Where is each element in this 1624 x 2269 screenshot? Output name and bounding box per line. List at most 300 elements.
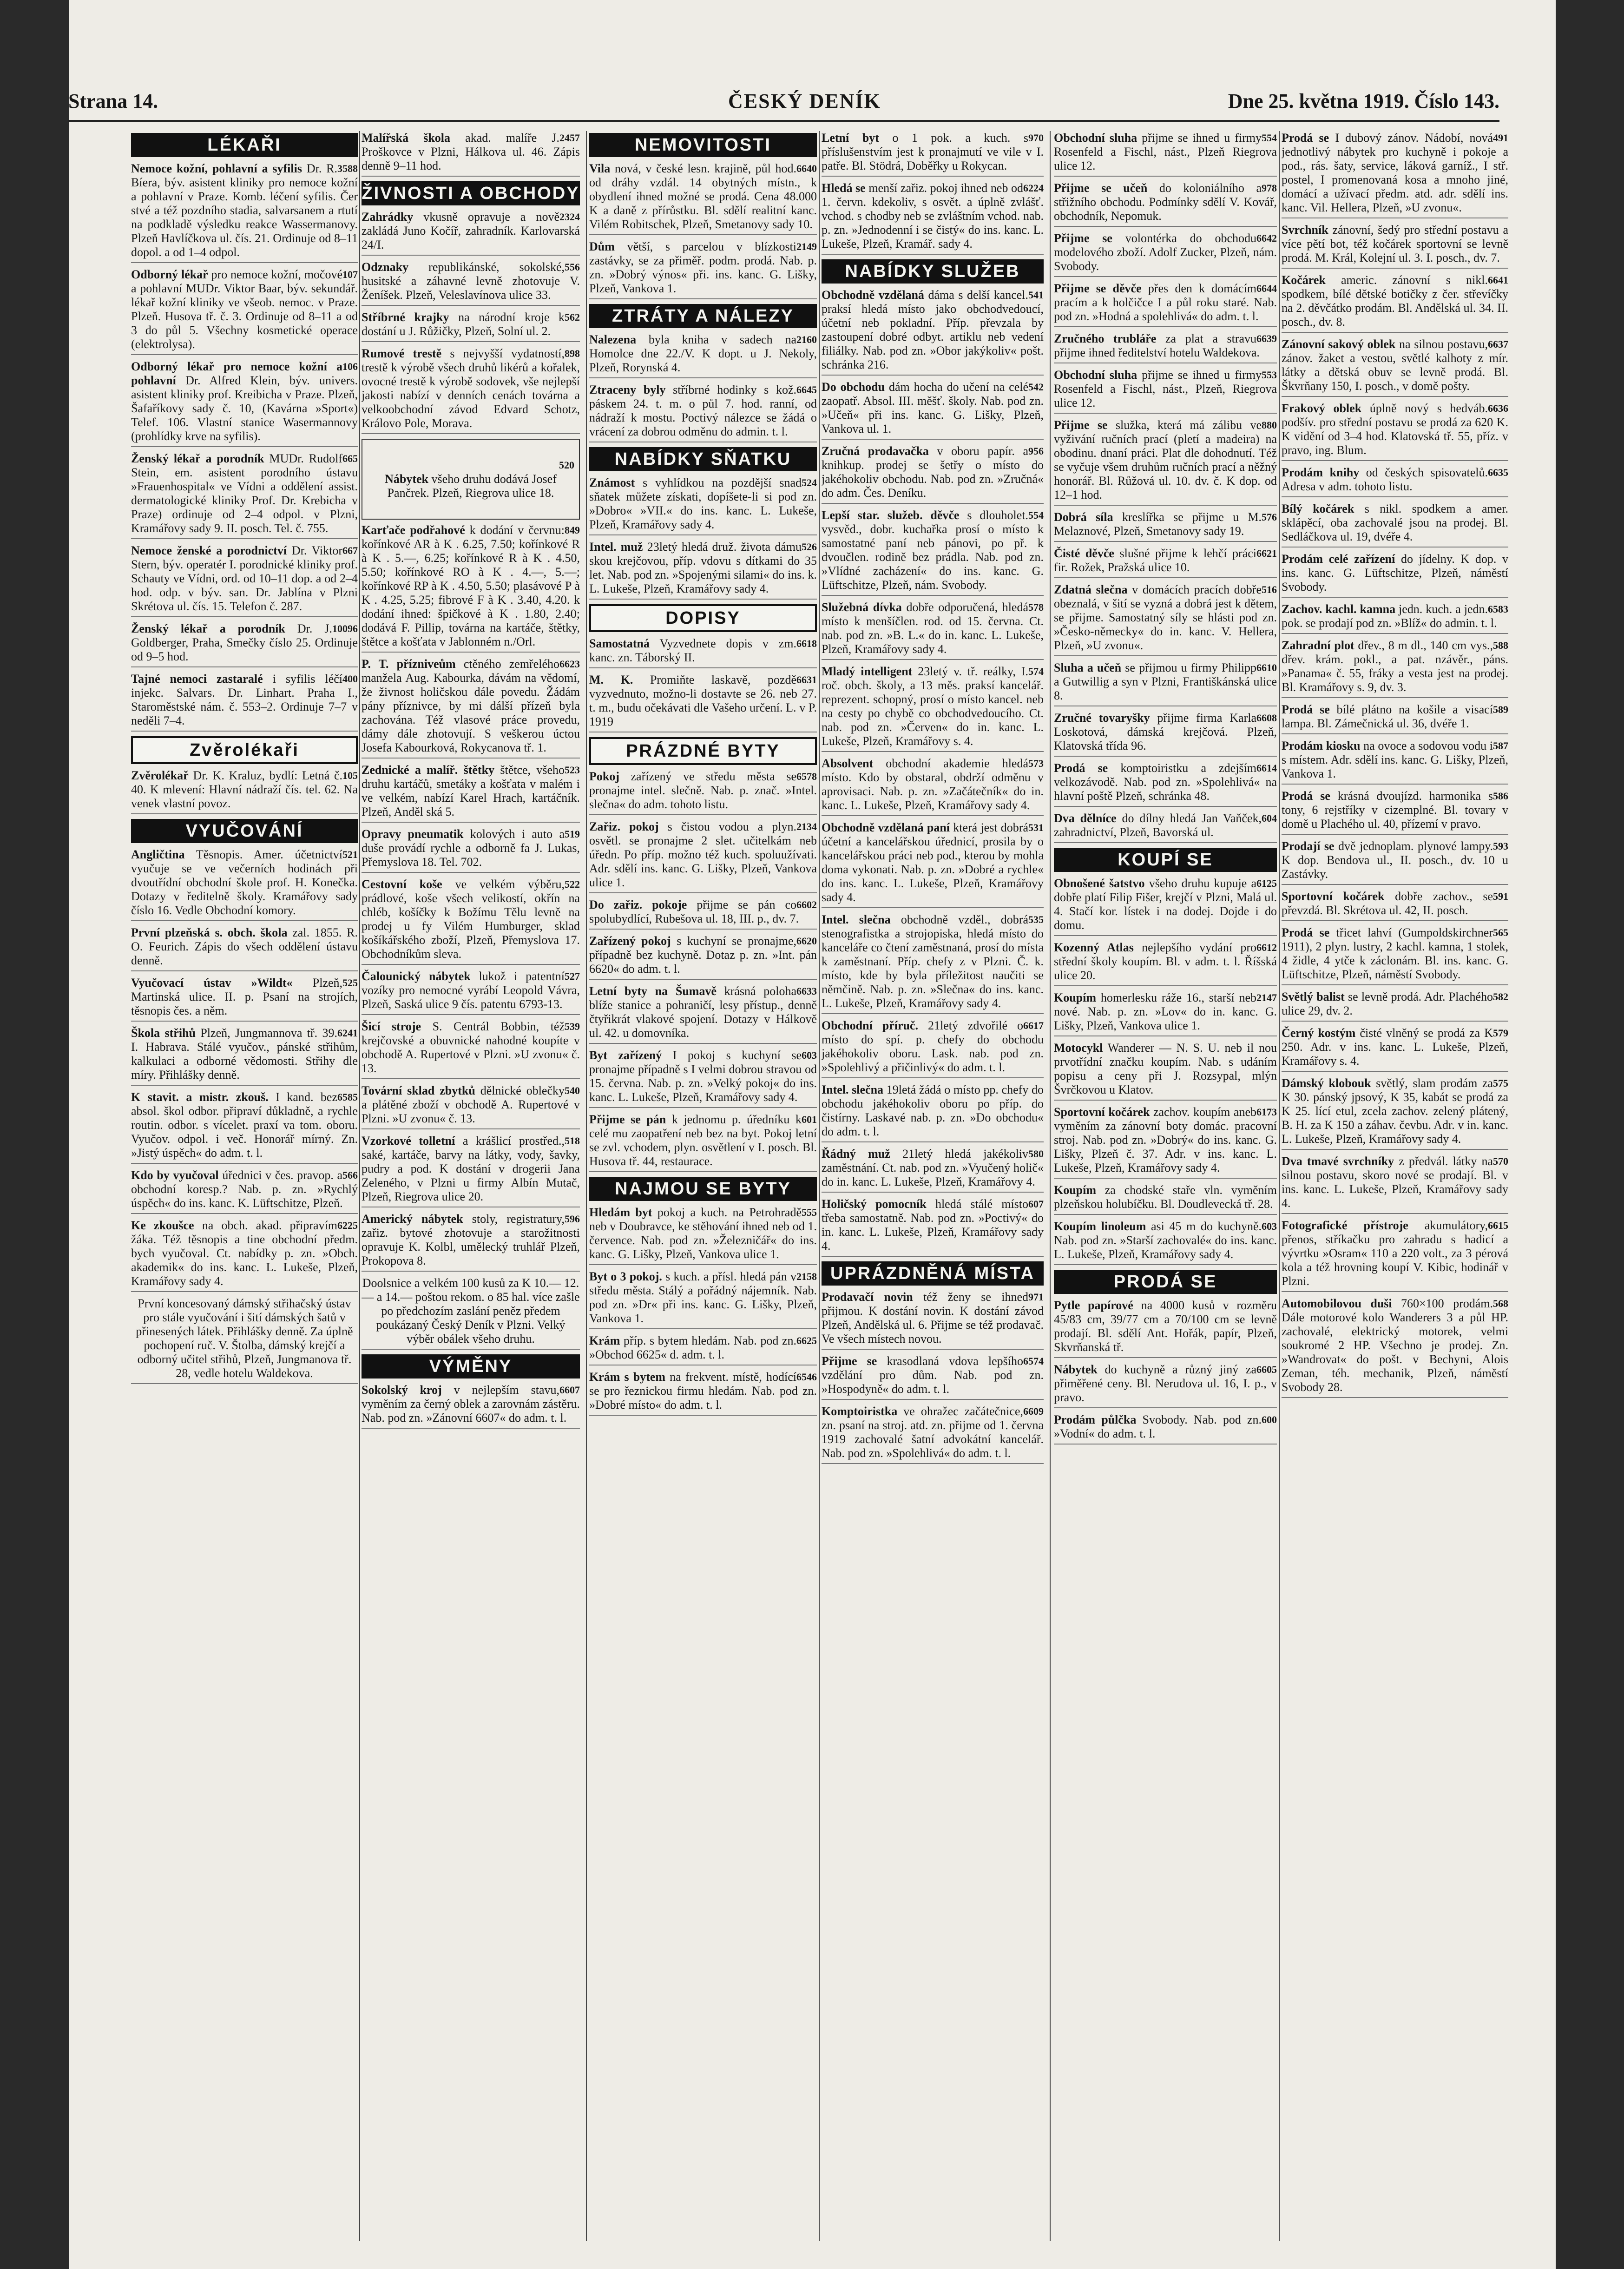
ad-number: 6623 <box>559 658 580 670</box>
ad-column-3 <box>589 131 817 2241</box>
ad-text: do jídelny. K dop. v ins. kanc. G. Lüftschitze, Plzeň, náměstí Svobody. <box>1282 552 1508 594</box>
ad-number: 588 <box>1493 640 1508 651</box>
classified-ad <box>822 600 1044 660</box>
ad-text: dvě jednoplam. plynové lampy. K dop. Bendova ul., II. posch., dv. 10 u Zastávky. <box>1282 839 1508 881</box>
ad-number: 6546 <box>796 1371 817 1383</box>
column-rule <box>819 131 820 2241</box>
classified-ad <box>1054 368 1277 414</box>
ad-text: s dlouholet. vysvěd., dobr. kuchařka prosí o místo k samostatné paní neb pánovi, po př. k dvoučlen. rodině bez prádla. Nab. pod zn. »Vlídné zacházení« do ins. kanc. G. Lüftschitze, Plzeň, nám. Svobody. <box>822 508 1044 592</box>
ad-text: krásná poloha blíže stanice a pohraničí, lesy přístup., denně čtyřikrát vlakové spojení. Dotazy v Hálkově ul. 42. u domovníka. <box>589 984 817 1040</box>
ad-text: ctěného zemřelého manžela Aug. Kabourka, dávám na vědomí, že živnost holičskou dále povedu. Žádám pány příznivce, by mi dálší přízeň byla zachována. Též vlasové práce provedu, dámy dále zhotovují. S veškerou úctou Josefa Kabourková, Rokycanova tř. 1. <box>362 657 580 754</box>
ad-text: nejlepšího vydání pro střední školy koupím. Bl. v adm. t. l. Říšská ulice 20. <box>1054 941 1277 982</box>
ad-title: Prodá se <box>1282 703 1330 716</box>
ad-number: 2147 <box>1256 992 1277 1003</box>
classified-ad <box>1054 877 1277 936</box>
ad-title: Čisté děvče <box>1054 547 1114 560</box>
classified-ad <box>589 1206 817 1265</box>
ad-text: akumulátory, přenos, stříkačku pro zahradu s hadicí a vývrtku »Osram« 110 a 220 volt., za 3 pérová kola a též hrovning koupí V. Kibic, hodinář v Plzni. <box>1282 1219 1508 1288</box>
ad-text: lukož i patentní vozíky pro nemocné vyrábí Leopold Vávra, Plzeň, Saská ulice 9 čís. patentu 6793-13. <box>362 970 580 1011</box>
ad-text: služka, která má zálibu ve vyživání ručních prací (pletí a madeira) na obodinu. dnaní práci. Plat dle dohodnutí. Též se vyčuje všem druhům ručních prací a něžný honorář. Bl. Růžová ul. 10. dv. č. K dop. od 12–1 hod. <box>1054 418 1277 501</box>
classified-ad <box>362 131 580 177</box>
ad-text: Dr. K. Kraluz, bydlí: Letná č. 40. K mlevení: Hlavní nádraží čís. tel. 62. Na venek vlastní povoz. <box>131 769 358 810</box>
ad-title: Nalezena <box>589 333 637 346</box>
ad-number: 107 <box>342 269 358 280</box>
ad-title: Přijme se <box>822 1354 877 1368</box>
section-heading: LÉKAŘI <box>131 133 358 157</box>
ad-number: 578 <box>1028 601 1044 613</box>
ad-title: Zahradní plot <box>1282 639 1354 652</box>
classified-ad <box>1282 1154 1508 1214</box>
classified-ad <box>822 181 1044 255</box>
classified-ad <box>131 622 358 667</box>
ad-number: 667 <box>342 545 358 556</box>
classified-ad <box>1054 941 1277 986</box>
classified-ad <box>1054 231 1277 277</box>
ad-text: příp. s bytem hledám. Nab. pod zn. »Obchod 6625« d. adm. t. l. <box>589 1334 797 1361</box>
ad-text: k jednomu p. úředníku k celé mu zaopatření neb bez na byt. Pokoj letní se zvl. vchodem, plyn. osvětlení v I. posch. Bl. Husova tř. 44, restaurace. <box>589 1113 817 1168</box>
classified-ad <box>589 984 817 1044</box>
ad-title: Nábytek <box>1054 1363 1098 1376</box>
classified-ad <box>362 1212 580 1272</box>
classified-ad <box>822 1019 1044 1078</box>
classified-ad <box>822 444 1044 504</box>
ad-text: 21letý hledá jakékoliv zaměstnání. Ct. nab. pod zn. »Vyučený holič« do in. kanc. L. Lukeše, Plzeň, Kramářovy 4. <box>822 1147 1044 1188</box>
section-heading: ZTRÁTY A NÁLEZY <box>589 304 817 328</box>
ad-column-5 <box>1054 131 1277 2241</box>
classified-ad <box>822 1354 1044 1400</box>
ad-title: Zařízený pokoj <box>589 934 671 948</box>
ad-number: 956 <box>1028 445 1044 457</box>
ad-title: Zednické a malíř. štětky <box>362 763 495 777</box>
ad-text: za plat a stravu přijme ihned ředitelství hotelu Waldekova. <box>1054 332 1260 359</box>
ad-number: 400 <box>342 673 358 685</box>
ad-title: Hledám byt <box>589 1206 652 1219</box>
ad-text: I pokoj s kuchyní se pronajme případně s I velmi dobrou stravou od 15. června. Nab. p. zn. »Velký pokoj« do ins. kanc. L. Lukeše, Plzeň, Kramářovy sady 4. <box>589 1049 817 1104</box>
ad-column-2 <box>362 131 580 2241</box>
ad-number: 880 <box>1262 419 1277 431</box>
ad-text: krásná dvoujízd. harmonika s tony, 6 rejstříky v cizemplné. Bl. tovary v domě u Plachého ul. 40, přízemí v pravo. <box>1282 789 1508 831</box>
ad-text: nová, v české lesn. krajině, půl hod. od dráhy vzdál. 14 obytných místn., k obydlení ihned možné se prodá. Cena 48.000 K a daně z přírůstku. Bl. sdělí realitní kanc. Vilém Robitschek, Plzeň, Smetanovy sady 10. <box>589 162 817 231</box>
ad-number: 6636 <box>1488 402 1508 414</box>
ad-text: dobře odporučená, hledá místo k menšíčlen. rod. od 15. června. Ct. nab. pod zn. »B. L.« do in. kanc. L. Lukeše, Plzeň, Kramářovy sady 4. <box>822 600 1044 656</box>
ad-number: 6578 <box>796 771 817 782</box>
ad-text: byla kniha v sadech na Homolce dne 22./V. K dopt. u J. Nekoly, Plzeň, Rorynská 4. <box>589 333 817 374</box>
ad-text: komptoiristku a zdejším velkozávodě. Nab. pod zn. »Spolehlivá« na hlavní poště Plzeň, schránka 48. <box>1054 761 1277 803</box>
ad-text: 760×100 prodám. Dále motorové kolo Wanderers 3 a půl HP. zachovalé, elektrický motorek, velmi soukromé 2 HP. Všechno je prodej. Zn. »Wandrovat« do pošt. v Bechyni, Alois Zeman, téh. mechanik, Plzeň, náměstí Svobody 28. <box>1282 1297 1508 1394</box>
classified-ad <box>822 757 1044 816</box>
ad-number: 516 <box>1262 584 1277 595</box>
ad-title: Letní byty na Šumavě <box>589 984 717 998</box>
ad-number: 6608 <box>1256 712 1277 724</box>
ad-title: Kočárek <box>1282 273 1326 287</box>
ad-text: na obch. akad. připravím žáka. Též těsnopis a tine obchodní předm. bych vyučoval. Ct. nabídky p. zn. »Obch. akademik« do ins. kanc. L. Lukeše, Plzeň, Kramářovy sady 4. <box>131 1219 358 1288</box>
ad-title: Opravy pneumatik <box>362 827 464 841</box>
ad-number: 523 <box>565 764 580 776</box>
ad-text: přijme se pán co spolubydlící, Rubešova ul. 18, III. p., dv. 7. <box>589 898 799 925</box>
ad-number: 601 <box>802 1114 817 1125</box>
ad-number: 568 <box>1493 1298 1508 1309</box>
ad-title: Prodá se <box>1054 761 1108 775</box>
classified-ad <box>589 637 817 668</box>
ad-title: Nemoce kožní, pohlavní a syfilis <box>131 162 302 175</box>
classified-ad <box>589 1113 817 1172</box>
ad-text: Dr. J. Goldberger, Praha, Smečky číslo 25. Ordinuje od 9–5 hod. <box>131 622 358 663</box>
ad-text: všeho druhu kupuje a dobře platí Filip Fišer, krejčí v Plzni, Malá ul. 4. Stačí kor. lístek i na dodej. Dojde i do domu. <box>1054 877 1277 932</box>
classified-ad <box>1282 839 1508 885</box>
ad-number: 580 <box>1028 1148 1044 1160</box>
ad-text: třicet lahví (Gumpoldskirchner 1911), 2 plyn. lustry, 2 kachl. kamna, 1 stolek, 4 židle, 4 ytče k záclonám. Bl. ins. kanc. G. Lüftschitze, Plzeň, náměstí Svobody. <box>1282 926 1508 981</box>
classified-ad <box>822 1405 1044 1464</box>
classified-ad <box>362 1020 580 1079</box>
classified-ad <box>589 1049 817 1108</box>
ad-number: 6605 <box>1256 1364 1277 1375</box>
ad-number: 541 <box>1028 289 1044 301</box>
ad-text: ve velkém výběru, prádlové, koše všech velikostí, okřín na chléb, košíčky k Božímu Tělu levně na prodej u fy Vilém Humburger, sklad košíkářského zboží, Plzeň, Přemyslova 17. Obchodníkům sleva. <box>362 877 580 961</box>
page-header <box>68 87 1499 122</box>
classified-ad <box>362 763 580 823</box>
classified-ad <box>1282 273 1508 333</box>
classified-ad <box>1054 1363 1277 1408</box>
ad-text: Plzeň, Jungmannova tř. 39. I. Habrava. Stálé vyučov., pánské střihům, kalkulaci a odborné vědomosti. Střihy dle míry. Přihlášky denně. <box>131 1026 358 1082</box>
ad-text: přijme se ihned u firmy Rosenfeld a Fischl, nást., Plzeň Riegrova ulice 12. <box>1054 131 1277 172</box>
ad-title: Zařiz. pokoj <box>589 820 659 833</box>
ad-text: která jest dobrá účetní a kancelářskou úřednicí, prosila by o kancelářskou práci neb pod., kterou by mohla doma vykonati. Nab. p. zn. »Dobré a rychle« do ins. kanc. L. Lukeše, Plzeň, Kramářovy sady 4. <box>822 821 1044 904</box>
classified-ad <box>131 360 358 447</box>
ad-text: MUDr. Rudolf Stein, em. asistent porodního ústavu »Frauenhospital« ve Vídni a oddělení assist. dermatologické kliniky Prof. Dr. Krebicha v Praze) ordinuje od 2–4 odpol. v Plzni, Kramářovy sady 9. II. posch. Tel. č. 755. <box>131 452 358 535</box>
ad-number: 6645 <box>796 384 817 396</box>
classified-ad <box>1282 602 1508 634</box>
ad-title: Karťače podřahové <box>362 523 465 537</box>
ad-title: Přijme se <box>1054 231 1112 245</box>
ad-text: též ženy se ihned přijmou. K dostání novin. K dostání závod Plzeň, Andělská ul. 6. Přijme se též prodavač. Ve všech místech novou. <box>822 1290 1044 1346</box>
ad-text: pro nemoce kožní, močové a pohlavní MUDr. Viktor Baar, býv. sekundář. lékař kožní kliniky ve všeob. nemoc. v Praze. Plzeň. Husova tř. č. 3. Ordinuje od 8–11 a od 3 do půl 5. Všechny kosmetické operace (elektrolysa). <box>131 268 358 351</box>
ad-number: 6615 <box>1488 1220 1508 1231</box>
ad-number: 521 <box>342 849 358 860</box>
ad-number: 849 <box>565 524 580 536</box>
classified-ad <box>1054 1041 1277 1101</box>
ad-number: 898 <box>565 348 580 359</box>
ad-number: 574 <box>1028 666 1044 677</box>
ad-title: Ženský lékař a porodník <box>131 452 264 465</box>
ad-text: s vyhlídkou na pozdější snad sňatek můžete získati, dopíšete-li si pod zn. »Dobro« »VII.« do ins. kanc. L. Lukeše, Plzeň, Kramářovy sady 4. <box>589 476 817 531</box>
ad-number: 593 <box>1493 840 1508 852</box>
ad-number: 6635 <box>1488 467 1508 478</box>
ad-text: Svobody. Nab. pod zn. »Vodní« do adm. t. l. <box>1054 1413 1262 1440</box>
ad-title: Absolvent <box>822 757 874 770</box>
ad-number: 539 <box>565 1021 580 1032</box>
ad-title: Známost <box>589 476 635 489</box>
ad-number: 6574 <box>1023 1355 1044 1367</box>
ad-text: i syfilis léčí injekc. Salvars. Dr. Linhart. Praha I., Staroměstské nám. č. 553–2. Ordinuje 7–7 v neděli 7–4. <box>131 672 358 727</box>
ad-text: na národní kroje k dostání u J. Růžičky, Plzeň, Solní ul. 2. <box>362 310 565 338</box>
classified-ad <box>589 820 817 893</box>
ad-title: Americký nábytek <box>362 1212 463 1226</box>
classified-ad <box>1282 1297 1508 1398</box>
ad-title: Krám s bytem <box>589 1370 666 1384</box>
ad-number: 2134 <box>796 821 817 832</box>
ad-text: volontérka do obchodu modelového zboží. Adolf Zucker, Plzeň, nám. Svobody. <box>1054 231 1277 273</box>
ad-title: Stříbrné krajky <box>362 310 449 324</box>
ad-title: Motocykl <box>1054 1041 1103 1055</box>
ad-text: v domácích pracích dobře obeznalá, v šití se vyzná a dobrá jest k dětem, se přijme. Samostatný síly se hlásti pod zn. »Česko-německy« do in. kanc. V. Hellera, Plzeň, »U zvonu«. <box>1054 583 1277 652</box>
ad-title: Zdatná slečna <box>1054 583 1128 596</box>
section-heading: VYUČOVÁNÍ <box>131 819 358 843</box>
ad-title: Nábytek <box>385 472 429 486</box>
ad-number: 570 <box>1493 1155 1508 1167</box>
ad-title: Odborný lékař <box>131 268 208 281</box>
ad-title: Koupím <box>1054 1183 1097 1197</box>
ad-number: 6617 <box>1023 1020 1044 1031</box>
ad-text: dám hocha do učení na celé zaopatř. Absol. III. měšť. školy. Nab. pod zn. »Učeň« při ins. kanc. G. Lišky, Plzeň, Vankova ul. 1. <box>822 380 1044 435</box>
classified-ad <box>1282 502 1508 547</box>
ad-title: Lepší star. služeb. děvče <box>822 508 960 522</box>
ad-title: Mladý intelligent <box>822 665 913 678</box>
classified-ad <box>1282 223 1508 269</box>
classified-ad <box>1054 418 1277 506</box>
section-heading: VÝMĚNY <box>362 1354 580 1379</box>
ad-text: Promiňte laskavě, pozdě vyzvednuto, možno-li dostavte se 26. neb 27. t. m., budu očekávati dle Vašeho určení. L. v P. 1919 <box>589 673 817 728</box>
ad-text: štětce, všeho druhu kartáčů, smetáky a košťata v malém i ve velkém, nabízí Karel Hrach, kartáčník. Plzeň, Anděl ská 5. <box>362 763 580 818</box>
ad-title: Sokolský kroj <box>362 1383 442 1397</box>
ad-title: M. K. <box>589 673 633 686</box>
ad-number: 6602 <box>796 899 817 910</box>
classified-ad <box>1054 547 1277 578</box>
ad-title: Dům <box>589 240 615 253</box>
ad-title: Cestovní koše <box>362 877 442 891</box>
ad-text: kreslířka se přijme u M. Melaznové, Plzeň, Smetanovy sady 19. <box>1054 510 1262 538</box>
ad-text: o 1 pok. a kuch. s příslušenstvím jest k pronajmutí ve vile v I. patře. Bl. Stödrá, Doběřky u Rokycan. <box>822 131 1044 172</box>
ad-number: 6125 <box>1256 877 1277 889</box>
classified-ad <box>589 1270 817 1329</box>
ad-title: Obchodní sluha <box>1054 131 1137 145</box>
ad-number: 6614 <box>1256 762 1277 774</box>
classified-ad <box>1054 583 1277 656</box>
classified-ad <box>1054 991 1277 1036</box>
ad-title: Prodá se <box>1282 789 1330 803</box>
section-heading: PRODÁ SE <box>1054 1270 1277 1294</box>
ad-number: 600 <box>1262 1414 1277 1425</box>
ad-text: Wanderer — N. S. U. neb il nou prvotřídní značku koupím. Nab. s udáním popisu a ceny při J. Rozsypal, mlýn Švrčkovou u Klatov. <box>1054 1041 1277 1096</box>
ad-title: Vyučovací ústav »Wildt« <box>131 976 293 989</box>
ad-title: Sportovní kočárek <box>1054 1105 1150 1119</box>
section-heading: NEMOVITOSTI <box>589 133 817 157</box>
ad-title: Frakový oblek <box>1282 402 1362 415</box>
ad-number: 6633 <box>796 985 817 997</box>
column-rule <box>586 131 587 2241</box>
ad-title: Letní byt <box>822 131 879 145</box>
ad-title: Komptoiristka <box>822 1405 898 1418</box>
ad-text: Doolsnice a velkém 100 kusů za K 10.— 12.— a 14.— poštou rekom. o 85 hal. více zašle po předchozím zaslání peněz předem poukázaný Český Deník v Plzni. Velký výběr obálek všeho druhu. <box>362 1276 580 1346</box>
classified-ad <box>131 672 358 732</box>
classified-ad <box>362 523 580 653</box>
page-number: Strana 14. <box>68 90 158 112</box>
ad-title: Prodá se <box>1282 131 1329 145</box>
ad-text: s kuchyní se pronajme, případně bez kuchyně. Dotaz p. zn. »Int. pán 6620« do adm. t. l. <box>589 934 817 976</box>
column-rule <box>1050 131 1051 2241</box>
ad-number: 105 <box>342 770 358 781</box>
classified-ad <box>589 240 817 299</box>
ad-number: 522 <box>565 878 580 890</box>
classified-ad <box>362 347 580 434</box>
ad-title: Sportovní kočárek <box>1282 890 1385 903</box>
ad-title: Zánovní sakový oblek <box>1282 337 1396 351</box>
ad-title: Byt zařízený <box>589 1049 662 1062</box>
ad-number: 565 <box>1493 927 1508 938</box>
ad-text: do koloniálního a střižního obchodu. Podmínky sdělí V. Kovář, obchodník, Nepomuk. <box>1054 181 1277 223</box>
ad-title: Sluha a učeň <box>1054 661 1122 674</box>
ad-text: čisté vlněný se prodá za K 250. Adr. v ins. kanc. L. Lukeše, Plzeň, Kramářovy s. 4. <box>1282 1026 1508 1068</box>
classified-ad <box>1282 1026 1508 1072</box>
ad-text: do kuchyně a různý jiný za přiměřené ceny. Bl. Nerudova ul. 16, I. p., v pravo. <box>1054 1363 1277 1404</box>
classified-ad <box>362 827 580 873</box>
ad-title: Prodám celé zařízení <box>1282 552 1395 566</box>
classified-ad <box>589 1370 817 1416</box>
ad-title: Zvěrolékař <box>131 769 189 782</box>
ad-text: dělnické oblečky a plátěné zboží v obchodě A. Rupertové v Plzni. »U zvonu« č. 13. <box>362 1084 580 1125</box>
classified-ad <box>362 1134 580 1207</box>
ad-number: 589 <box>1493 704 1508 715</box>
ad-number: 542 <box>1028 381 1044 393</box>
ad-number: 586 <box>1493 790 1508 802</box>
classified-ad <box>362 260 580 306</box>
ad-text: na frekvent. místě, hodící se pro řeznickou firmu hledám. Nab. pod zn. »Dobré místo« do adm. t. l. <box>589 1370 817 1412</box>
classified-ad <box>1282 639 1508 698</box>
ad-text: homerlesku ráže 16., starší neb nové. Nab. p. zn. »Lov« do in. kanc. G. Lišky, Plzeň, Vankova ulice 1. <box>1054 991 1277 1032</box>
ad-text: S. Centrál Bobbin, též krejčovské a obuvnické nahodné koupíte v obchodě A. Rupertové v Plzni. »U zvonu« č. 13. <box>362 1020 580 1075</box>
ad-title: Řádný muž <box>822 1147 890 1161</box>
ad-number: 6618 <box>796 638 817 649</box>
classified-ad <box>589 673 817 732</box>
ad-text: americ. zánovní s nikl. spodkem, bílé dětské botičky z čer. střevíčky na 2. děvčátko prodám. Bl. Andělská ul. 34. II. posch., dv. 8. <box>1282 273 1508 329</box>
classified-ad <box>1054 1413 1277 1445</box>
ad-text: I kand. bez absol. škol odbor. připraví důkladně, a rychle routin. odbor. s vícelet. praxí va tom. oboru. Vyučov. odpol. i več. Honorář mírný. Zn. »Jistý úspěch« do adm. t. l. <box>131 1090 358 1160</box>
ad-text: zachov. koupím aneb vyměním za zánovní boty domác. pracovní stroj. Nab. pod zn. »Dobrý« do ins. kanc. G. Lišky, Plzeň č. 37. Adr. v ins. kanc. L. Lukeše, Plzeň, Kramářovy sady 4. <box>1054 1105 1277 1174</box>
ad-text: Dr. Alfred Klein, býv. univers. asistent kliniky prof. Kreibicha v Praze. Plzeň, Šafaříkovy sady č. 10, (Kavárna »Sport«) Telef. 106. Vlastní stanice Wasermannovy (prohlídky krve na syfilis). <box>131 374 358 443</box>
ad-number: 970 <box>1028 132 1044 144</box>
ad-text: obchodní akademie hledá místo. Kdo by obstaral, obdrží odměnu v aprovisaci. Nab. p. zn. »Začátečník« do in. kanc. L. Lukeše, Plzeň, Kramářovy sady 4. <box>822 757 1044 812</box>
ad-number: 554 <box>1028 509 1044 521</box>
ad-number: 6585 <box>337 1091 358 1103</box>
ad-text: s kuch. a přísl. hledá pán v středu města. Stálý a pořádný nájemník. Nab. pod zn. »Dr« při ins. kanc. G. Lišky, Plzeň, Vankova 1. <box>589 1270 817 1325</box>
ad-text: přijme firma Karla Loskotová, dámská krejčová. Plzeň, Klatovská třída 96. <box>1054 711 1277 752</box>
ad-title: Koupím <box>1054 991 1097 1004</box>
ad-text: větší, s parcelou v blízkosti zastávky, se za přiměř. podm. prodá. Nab. p. zn. »Dobrý výnos« při. ins. kanc. G. Lišky, Plzeň, Vankova 1. <box>589 240 817 295</box>
ad-number: 6612 <box>1256 942 1277 953</box>
classified-ad <box>362 210 580 256</box>
classified-ad <box>131 162 358 263</box>
ad-text: I dubový zánov. Nádobí, nová jednotlivý nábytek pro kuchyně i pokoje a pod., rás. šaty, service, láková garníž., I stř. postel, I promenovaná kosa a mnoho jiné, domácí a užívací předm. atd. adr. sdělí ins. kanc. Vil. Hellera, Plzeň, »U zvonu«. <box>1282 131 1508 214</box>
classified-ad <box>131 1026 358 1086</box>
ad-number: 6640 <box>796 163 817 174</box>
ad-text: z předvál. látky na silnou postavu, skoro nové se prodají. Bl. v ins. kanc. L. Lukeše, Plzeň, Kramářovy sady 4. <box>1282 1154 1508 1210</box>
ad-text: ve ohražec začátečnice, zn. psaní na stroj. atd. zn. přijme od 1. června 1919 zachovalé šatní advokátní kancelář. Nab. pod zn. »Spolehlivá« do adm. t. l. <box>822 1405 1044 1460</box>
ad-number: 6644 <box>1256 283 1277 294</box>
ad-text: 21letý zdvořilé o místo do spí. p. chefy do obchodu jakéhokoliv oboru. Lask. nab. pod zn. »Spolehlivý a přičinlivý« do adm. t. l. <box>822 1019 1044 1074</box>
classified-ad <box>362 877 580 965</box>
ad-number: 6625 <box>796 1335 817 1346</box>
ad-number: 566 <box>342 1169 358 1181</box>
ad-title: Světlý balist <box>1282 990 1345 1003</box>
classified-ad <box>1054 1220 1277 1265</box>
ad-text: stoly, registratury, zařiz. bytové zhotovuje a starožitnosti opravuje K. Kolbl, umělecký truhlář Plzeň, Prokopova 8. <box>362 1212 580 1267</box>
ad-title: Zručná prodavačka <box>822 444 929 458</box>
ad-text: slušné přijme k lehčí práci fir. Rožek, Pražská ulice 10. <box>1054 547 1256 574</box>
ad-title: Zručného trubláře <box>1054 332 1157 345</box>
section-heading: NAJMOU SE BYTY <box>589 1177 817 1201</box>
classified-ad <box>822 1197 1044 1257</box>
ad-number: 554 <box>1262 132 1277 144</box>
classified-ad <box>1282 131 1508 218</box>
ad-number: 604 <box>1262 812 1277 824</box>
ad-number: 556 <box>565 261 580 273</box>
ad-number: 525 <box>342 977 358 989</box>
classified-ad <box>1054 711 1277 757</box>
ad-title: Služebná dívka <box>822 600 902 614</box>
ad-number: 553 <box>1262 369 1277 381</box>
ad-title: Zručné tovaryšky <box>1054 711 1150 725</box>
ad-text: na 4000 kusů v rozměru 45/83 cm, 39/77 cm a 70/100 cm se levně prodají. Bl. sdělí Ant. Hořák, papír, Plzeň, Skvrňanská tř. <box>1054 1299 1277 1354</box>
section-heading: Zvěrolékaři <box>131 736 358 764</box>
ad-title: Malířská škola <box>362 131 451 145</box>
classified-ad <box>822 821 1044 908</box>
ad-number: 2149 <box>796 241 817 252</box>
ad-title: Dobrá síla <box>1054 510 1113 524</box>
ad-title: Rumové trestě <box>362 347 442 360</box>
ad-number: 6583 <box>1488 603 1508 615</box>
classified-ad <box>1282 926 1508 985</box>
ad-text: První koncesovaný dámský střihačský ústav pro stále vyučování i šití dámských šatů v přinesených látek. Přihlášky denně. Za úplně pochopení ruč. V. Štolba, dámský krejčí a odborný učitel střihů, Plzeň, Jungmanova tř. 28, vedle hotelu Waldekova. <box>136 1297 353 1380</box>
ad-text: asi 45 m do kuchyně. Nab. pod zn. »Starší zachovalé« do ins. kanc. L. Lukeše, Plzeň, Kramářovy sady 4. <box>1054 1220 1277 1261</box>
ad-text: zařízený ve středu města se pronajme intel. slečně. Nab. p. znač. »Intel. slečna« do adm. tohoto listu. <box>589 770 817 811</box>
ad-number: 6241 <box>337 1027 358 1039</box>
ad-title: Obchodní příruč. <box>822 1019 919 1032</box>
classified-ad <box>589 934 817 980</box>
classified-ad <box>1282 990 1508 1022</box>
ad-number: 519 <box>565 828 580 840</box>
ad-title: Pokoj <box>589 770 619 783</box>
ad-title: Čalounický nábytek <box>362 970 471 983</box>
ad-text: bílé plátno na košile a visací lampa. Bl. Zámečnická ul. 36, dvéře 1. <box>1282 703 1493 730</box>
classified-ad <box>362 310 580 342</box>
ad-text: se přijmou u firmy Philipp a Gutwillig a syn v Plzni, Františkánská ulice 8. <box>1054 661 1277 702</box>
classified-ad <box>1054 510 1277 542</box>
ad-text: hledá stálé místo třeba samostatně. Nab. pod zn. »Poctivý« do in. kanc. L. Lukeše, Plzeň, Kramářovy sady 4. <box>822 1197 1044 1253</box>
ad-text: úřednici v čes. pravop. a obchodní koresp.? Nab. p. zn. »Rychlý úspěch« do ins. kanc. K. Lüftschitze, Plzeň. <box>131 1168 358 1210</box>
section-heading: DOPISY <box>589 604 817 632</box>
ad-title: Ke zkoušce <box>131 1219 194 1232</box>
ad-title: Obchodně vzdělaná paní <box>822 821 950 834</box>
classified-ad <box>362 1276 580 1350</box>
ad-text: stříbrné hodinky s kož. páskem 24. t. m. o půl 7. hod. ranní, od nádraží k mostu. Poctivý nálezce se žádá o vrácení za dobrou odměnu do admin. t. l. <box>589 383 817 438</box>
ad-number: 6641 <box>1488 274 1508 286</box>
classified-ad <box>822 1083 1044 1142</box>
ad-title: Bílý kočárek <box>1282 502 1354 515</box>
classified-ad <box>1282 337 1508 397</box>
ad-number: 106 <box>342 361 358 372</box>
ad-title: Koupím linoleum <box>1054 1220 1146 1233</box>
ad-title: Kdo by vyučoval <box>131 1168 219 1182</box>
ad-title: Černý kostým <box>1282 1026 1356 1040</box>
ad-text: menší zařiz. pokoj ihned neb od 1. červn. kdekoliv, s osvět. a úplně zvlášť. vchod. s chodby neb se zvláštním vchod. nab. p. zn. »Jednodenní i se čistý« do ins. kanc. L. Lukeše, Plzeň, Kramář. sady 4. <box>822 181 1044 251</box>
ad-number: 540 <box>565 1085 580 1096</box>
ad-text: úplně nový s hedváb. podšív. pro střední postavu se prodá za 620 K. K vidění od 3–4 hod. Klatovská tř. 55, příz. v pravo, ing. Blum. <box>1282 402 1508 457</box>
ad-title: Automobilovou duši <box>1282 1297 1392 1310</box>
classified-ad <box>589 476 817 535</box>
classified-ad <box>362 1383 580 1429</box>
classified-ad <box>1282 789 1508 835</box>
classified-ad <box>589 898 817 930</box>
ad-title: Tovární sklad zbytků <box>362 1084 475 1097</box>
